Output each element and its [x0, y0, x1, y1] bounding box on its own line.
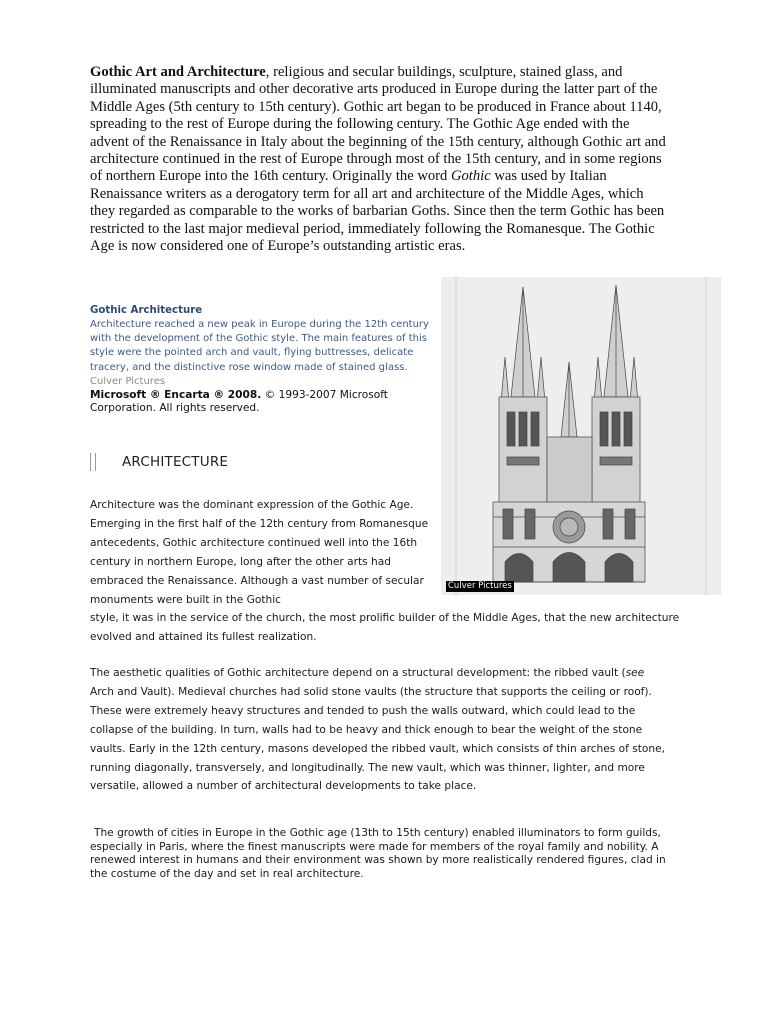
image-credit-tag: Culver Pictures — [448, 581, 512, 591]
cathedral-illustration — [441, 277, 721, 595]
intro-text-a: , religious and secular buildings, sculpture, stained glass, and illuminated manuscripts and other decorative arts produced in Europe during the latter part of the Middle Ages (5th century to 15th century). Gothic art began to be produced in France about 1140, spreading to the rest of Europe during the following century. The Gothic Age ended with the advent of the Renaissance in Italy about the beginning of the 15th century, although Gothic art and architecture continued in the rest of Europe through most of the 15th century, and in some regions of northern Europe into the 16th century. Originally the word — [90, 64, 666, 185]
section-heading-text: ARCHITECTURE — [122, 454, 229, 470]
caption-title: Gothic Architecture — [90, 305, 203, 316]
copyright-notice — [90, 389, 435, 416]
paragraph-1-wrapped: Architecture was the dominant expression of the Gothic Age. Emerging in the first half of the 12th century from Romanesque antecedents, Gothic architecture continued well into the 16th century in northern Europe, long after the other arts had embraced the Renaissance. Although a vast number of secular monuments were built in the Gothic — [90, 499, 429, 606]
copyright-rest: © 1993-2007 Microsoft Corporation. All rights reserved. — [90, 388, 388, 415]
intro-italic-word: Gothic — [450, 168, 491, 185]
paragraph-3-text: The growth of cities in Europe in the Gothic age (13th to 15th century) enabled illuminators to form guilds, especially in Paris, where the finest manuscripts were made for members of the royal family and nobility. A renewed interest in humans and their environment was shown by more realistically rendered figures, clad in the costume of the day and set in real architecture. — [90, 827, 666, 880]
caption-credit: Culver Pictures — [90, 375, 166, 387]
intro-title: Gothic Art and Architecture — [90, 64, 266, 80]
paragraph-2-see: see — [625, 667, 645, 679]
paragraph-2-b: Arch and Vault). Medieval churches had solid stone vaults (the structure that supports the ceiling or roof). These were extremely heavy structures and tended to push the walls outward, which could lead to the collapse of the building. In turn, walls had to be heavy and thick enough to bear the weight of the stone vaults. Early in the 12th century, masons developed the ribbed vault, which consists of thin arches of stone, running diagonally, transversely, and longitudinally. The new vault, which was thinner, lighter, and more versatile, allowed a number of architectural developments to take place. — [90, 685, 665, 793]
caption-text: Architecture reached a new peak in Europe during the 12th century with the development of the Gothic style. The main features of this style were the pointed arch and vault, flying buttresses, delicate tracery, and the distinctive rose window made of stained glass. — [90, 319, 429, 373]
heading-bar-icon — [90, 453, 100, 471]
cathedral-drawing — [441, 277, 721, 595]
copyright-bold: Microsoft ® Encarta ® 2008. — [90, 388, 262, 401]
image-caption — [90, 304, 435, 416]
intro-text-b: was used by Italian Renaissance writers as a derogatory term for all art and architecture of the Middle Ages, which they regarded as comparable to the works of barbarian Goths. Since then the term Gothic has been restricted to the last major medieval period, immediately following the Romanesque. The Gothic Age is now considered one of Europe’s outstanding artistic eras. — [90, 168, 665, 255]
paragraph-1-continued: style, it was in the service of the church, the most prolific builder of the Middle Ages, that the new architecture evolved and attained its fullest realization. — [90, 612, 680, 643]
intro-paragraph — [90, 64, 668, 255]
paragraph-2 — [90, 664, 670, 796]
paragraph-2-a: The aesthetic qualities of Gothic architecture depend on a structural development: the ribbed vault ( — [90, 667, 626, 679]
section-heading — [90, 450, 228, 474]
paragraph-3 — [90, 827, 670, 881]
